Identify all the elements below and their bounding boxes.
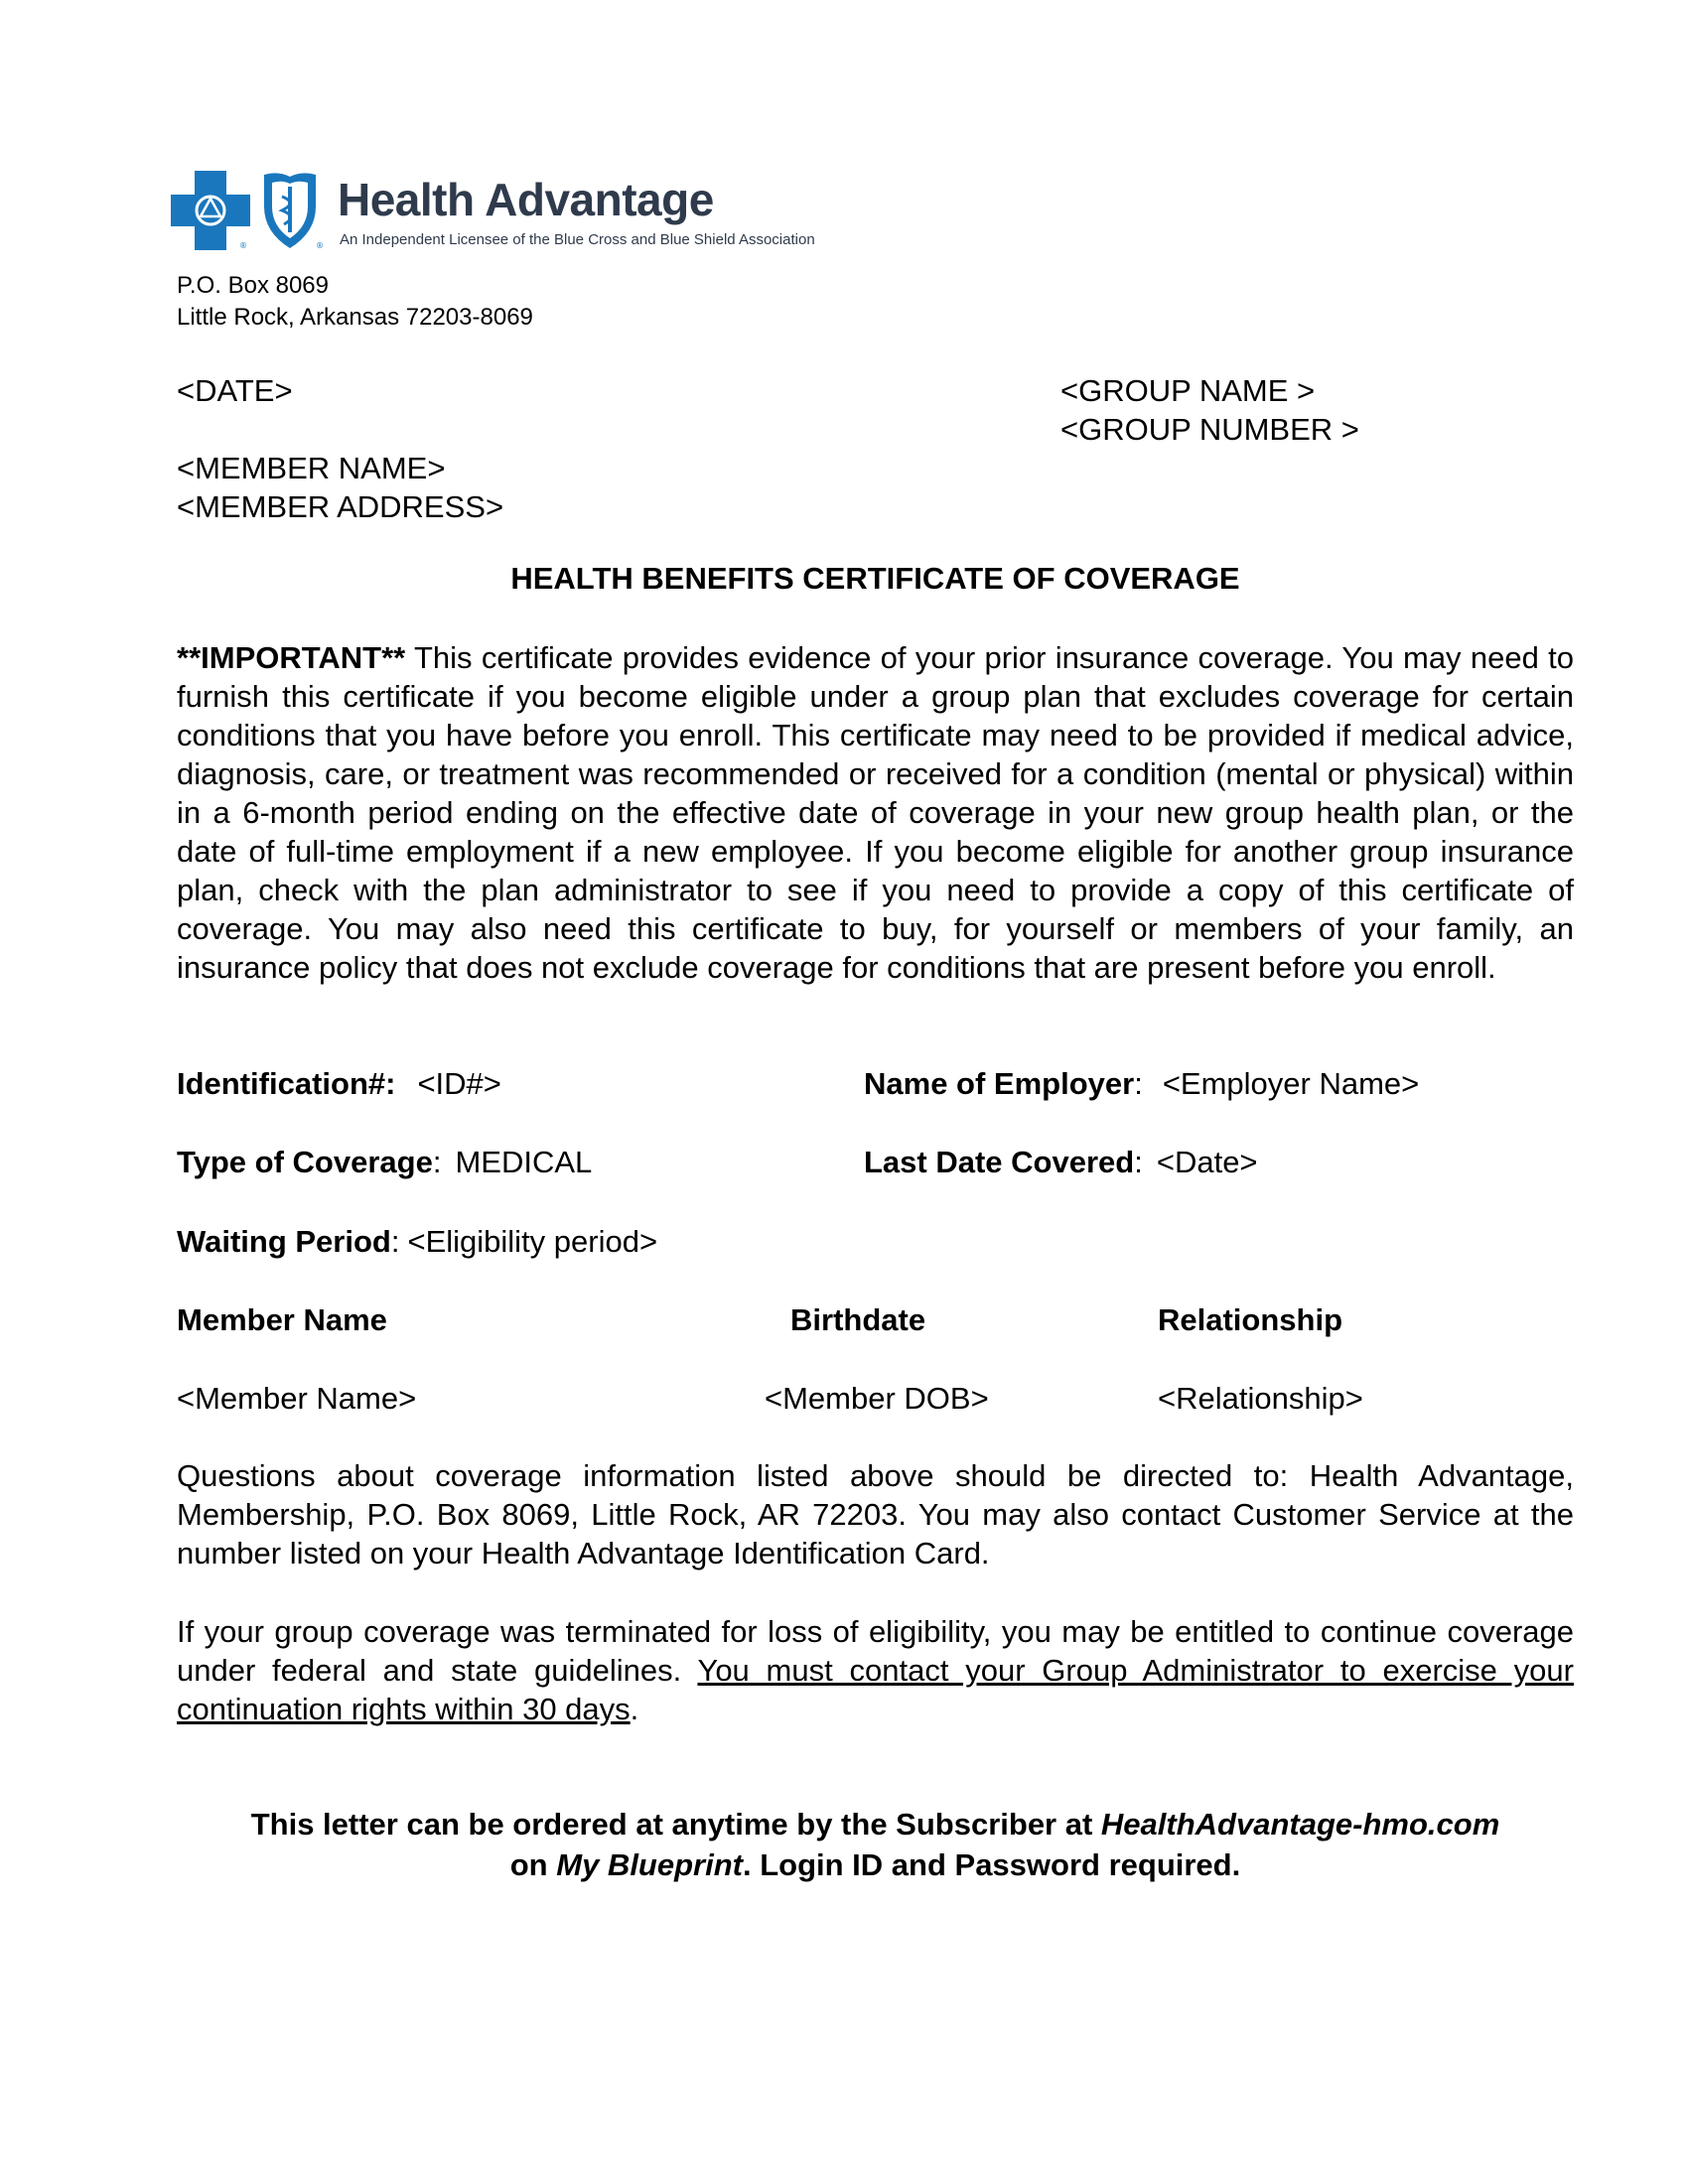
- waiting-period-field: [177, 1223, 657, 1261]
- last-date-value: <Date>: [1156, 1145, 1258, 1179]
- table-row-relationship: <Relationship>: [1158, 1381, 1363, 1416]
- member-address-placeholder: <MEMBER ADDRESS>: [177, 489, 504, 524]
- website-link[interactable]: HealthAdvantage-hmo.com: [1100, 1807, 1500, 1842]
- identification-label: Identification#:: [177, 1066, 396, 1101]
- footer-text-2: on: [509, 1847, 557, 1882]
- questions-paragraph: Questions about coverage information listed above should be directed to: Health Advantage, Membership, P.O. Box 8069, Little Rock, AR 72203. You may also contact Customer Service at the number listed on your Health Advantage Identification Card.: [177, 1458, 1574, 1570]
- coverage-type-colon: :: [432, 1145, 442, 1179]
- member-name-placeholder: <MEMBER NAME>: [177, 451, 446, 485]
- svg-text:®: ®: [316, 241, 324, 250]
- footer-line-2: [177, 1844, 1574, 1885]
- important-text: This certificate provides evidence of your prior insurance coverage. You may need to furnish this certificate if you become eligible under a group plan that excludes coverage for certain conditions that you have before you enroll. This certificate may need to be provided if medical advice, diagnosis, care, or treatment was recommended or received for a condition (mental or physical) within in a 6-month period ending on the effective date of coverage in your new group health plan, or the date of full-time employment if a new employee. If you become eligible for another group insurance plan, check with the plan administrator to see if you need to provide a copy of this certificate of coverage. You may also need this certificate to buy, for yourself or members of your family, an insurance policy that does not exclude coverage for conditions that are present before you enroll.: [177, 640, 1574, 985]
- brand-name: Health Advantage: [338, 174, 714, 225]
- termination-paragraph: [177, 1612, 1574, 1728]
- blue-cross-icon: [171, 171, 250, 250]
- footer-text-3: . Login ID and Password required.: [742, 1847, 1241, 1882]
- continuation-rights-notice: You must contact your Group Administrator to exercise your continuation rights within 30 days: [177, 1653, 1574, 1726]
- last-date-field: [864, 1144, 1258, 1181]
- footer-text-1: This letter can be ordered at anytime by the Subscriber at: [250, 1807, 1101, 1842]
- employer-value: <Employer Name>: [1162, 1066, 1420, 1101]
- coverage-type-label: Type of Coverage: [177, 1145, 433, 1179]
- important-label: **IMPORTANT**: [177, 640, 406, 675]
- column-header-member-name: Member Name: [177, 1302, 387, 1337]
- date-placeholder: <DATE>: [177, 373, 293, 408]
- employer-field: [864, 1065, 1419, 1103]
- column-header-relationship: Relationship: [1158, 1302, 1343, 1337]
- employer-colon: :: [1134, 1066, 1143, 1101]
- coverage-type-field: [177, 1144, 592, 1181]
- blue-shield-icon: [264, 173, 324, 250]
- svg-text:®: ®: [239, 241, 247, 250]
- my-blueprint-link[interactable]: My Blueprint: [556, 1847, 743, 1882]
- column-header-birthdate: Birthdate: [790, 1302, 926, 1337]
- blue-cross-blue-shield-icon: [171, 171, 330, 250]
- identification-value: <ID#>: [417, 1066, 501, 1101]
- health-advantage-logo: [171, 171, 815, 255]
- table-row-member-dob: <Member DOB>: [765, 1381, 989, 1416]
- waiting-period-value: <Eligibility period>: [407, 1224, 658, 1259]
- address-line-1: P.O. Box 8069: [177, 272, 329, 299]
- footer-line-1: [177, 1804, 1574, 1844]
- group-number-placeholder: <GROUP NUMBER >: [1060, 412, 1359, 447]
- brand-tagline: An Independent Licensee of the Blue Cross and Blue Shield Association: [340, 231, 815, 248]
- last-date-colon: :: [1134, 1145, 1143, 1179]
- waiting-period-label: Waiting Period: [177, 1224, 391, 1259]
- document-title: HEALTH BENEFITS CERTIFICATE OF COVERAGE: [510, 561, 1240, 596]
- termination-text: If your group coverage was terminated for loss of eligibility, you may be entitled to continue coverage under federal and state guidelines.: [177, 1614, 1574, 1688]
- last-date-label: Last Date Covered: [864, 1145, 1135, 1179]
- employer-label: Name of Employer: [864, 1066, 1135, 1101]
- coverage-type-value: MEDICAL: [455, 1145, 593, 1179]
- termination-end: .: [630, 1692, 639, 1726]
- table-row-member-name: <Member Name>: [177, 1381, 417, 1416]
- identification-field: [177, 1065, 501, 1103]
- address-line-2: Little Rock, Arkansas 72203-8069: [177, 304, 533, 331]
- waiting-period-colon: :: [390, 1224, 400, 1259]
- important-paragraph: [177, 638, 1574, 987]
- group-name-placeholder: <GROUP NAME >: [1060, 373, 1316, 408]
